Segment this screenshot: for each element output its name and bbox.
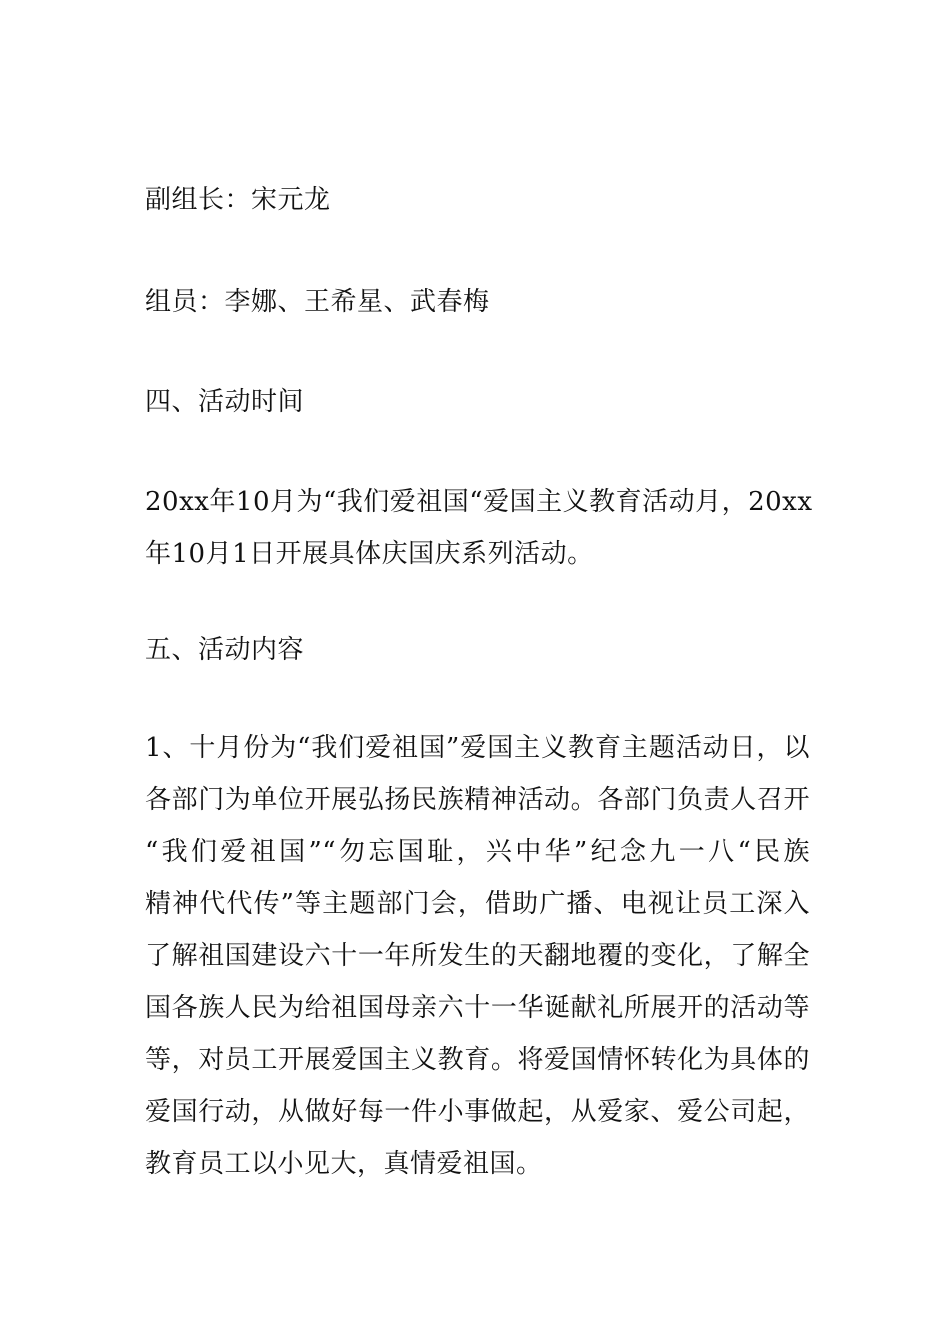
paragraph-line: 1、十月份为“我们爱祖国”爱国主义教育主题活动日，以 <box>145 733 810 763</box>
section-5-heading <box>145 624 810 676</box>
paragraph-line: 各部门为单位开展弘扬民族精神活动。各部门负责人召开 <box>145 785 810 815</box>
paragraph-line: 国各族人民为给祖国母亲六十一华诞献礼所展开的活动等 <box>145 993 810 1023</box>
paragraph-line: 了解祖国建设六十一年所发生的天翻地覆的变化，了解全 <box>145 941 810 971</box>
paragraph-line: 爱国行动，从做好每一件小事做起，从爱家、爱公司起， <box>145 1097 810 1127</box>
section-4-heading <box>145 376 810 428</box>
deputy-leader-text: 副组长：宋元龙 <box>145 185 331 215</box>
paragraph-line: 年10月1日开展具体庆国庆系列活动。 <box>145 539 594 569</box>
paragraph-line: “我们爱祖国”“勿忘国耻，兴中华”纪念九一八“民族 <box>145 837 810 867</box>
section-4-heading-text: 四、活动时间 <box>145 387 305 417</box>
item-1-paragraph <box>145 722 810 1190</box>
paragraph-line: 等，对员工开展爱国主义教育。将爱国情怀转化为具体的 <box>145 1045 810 1075</box>
paragraph-line: 20xx年10月为“我们爱祖国“爱国主义教育活动月，20xx <box>145 487 813 517</box>
paragraph-line: 精神代代传”等主题部门会，借助广播、电视让员工深入 <box>145 889 810 919</box>
section-5-heading-text: 五、活动内容 <box>145 635 305 665</box>
section-4-paragraph <box>145 476 813 580</box>
members-line <box>145 276 810 328</box>
deputy-leader-line <box>145 174 810 226</box>
paragraph-line: 教育员工以小见大，真情爱祖国。 <box>145 1149 543 1179</box>
members-text: 组员：李娜、王希星、武春梅 <box>145 287 490 317</box>
